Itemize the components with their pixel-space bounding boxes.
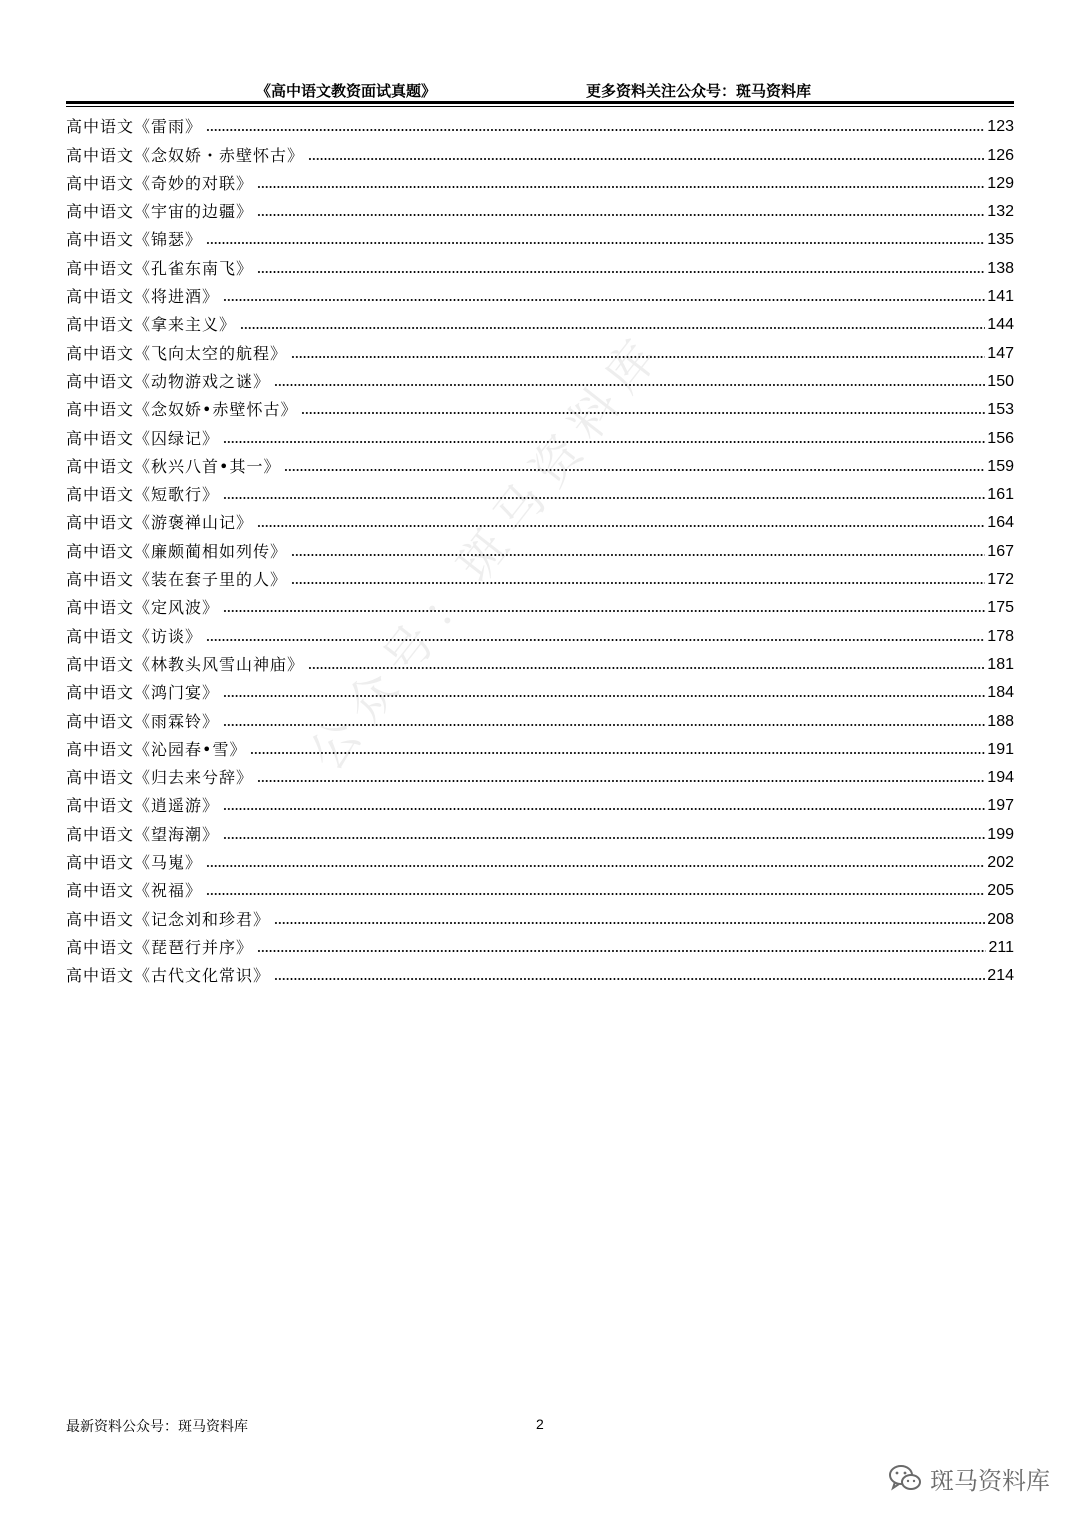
toc-entry-page: 178	[987, 627, 1014, 645]
toc-entry[interactable]	[66, 675, 1014, 703]
toc-entry[interactable]	[66, 449, 1014, 477]
toc-dot-leader	[308, 157, 985, 161]
toc-entry[interactable]	[66, 590, 1014, 618]
toc-entry-page: 164	[987, 514, 1014, 532]
toc-dot-leader	[223, 807, 985, 811]
toc-entry-page: 153	[987, 401, 1014, 419]
toc-dot-leader	[284, 468, 985, 472]
toc-entry-page: 184	[987, 684, 1014, 702]
toc-entry-page: 202	[987, 854, 1014, 872]
toc-entry[interactable]	[66, 958, 1014, 986]
toc-entry-title: 高中语文《访谈》	[66, 626, 203, 646]
toc-entry[interactable]	[66, 845, 1014, 873]
toc-entry[interactable]	[66, 533, 1014, 561]
toc-entry-page: 191	[987, 740, 1014, 758]
toc-entry[interactable]	[66, 307, 1014, 335]
toc-entry-title: 高中语文《装在套子里的人》	[66, 570, 288, 590]
toc-entry[interactable]	[66, 788, 1014, 816]
toc-dot-leader	[291, 553, 985, 557]
toc-entry[interactable]	[66, 222, 1014, 250]
toc-entry-title: 高中语文《念奴娇・赤壁怀古》	[66, 145, 305, 165]
header-rule-thick	[66, 101, 1014, 104]
header-book-title: 《高中语文教资面试真题》	[256, 82, 437, 100]
toc-entry-page: 156	[987, 429, 1014, 447]
toc-dot-leader	[274, 977, 985, 981]
toc-entry-title: 高中语文《记念刘和珍君》	[66, 909, 271, 929]
toc-entry-title: 高中语文《秋兴八首•其一》	[66, 456, 281, 476]
toc-dot-leader	[206, 638, 985, 642]
wechat-account-name: 斑马资料库	[930, 1466, 1050, 1495]
toc-dot-leader	[223, 694, 985, 698]
toc-entry[interactable]	[66, 732, 1014, 760]
toc-entry-title: 高中语文《囚绿记》	[66, 428, 220, 448]
toc-dot-leader	[206, 241, 985, 245]
toc-entry-page: 188	[987, 712, 1014, 730]
toc-entry-page: 199	[987, 825, 1014, 843]
header-rule-thin	[66, 106, 1014, 107]
toc-entry[interactable]	[66, 505, 1014, 533]
toc-entry[interactable]	[66, 335, 1014, 363]
toc-entry-title: 高中语文《古代文化常识》	[66, 966, 271, 986]
toc-entry-page: 135	[987, 231, 1014, 249]
toc-entry[interactable]	[66, 477, 1014, 505]
toc-entry[interactable]	[66, 618, 1014, 646]
toc-entry[interactable]	[66, 392, 1014, 420]
toc-entry[interactable]	[66, 250, 1014, 278]
toc-entry-title: 高中语文《游褒禅山记》	[66, 513, 254, 533]
header-promo-text: 更多资料关注公众号：斑马资料库	[586, 82, 812, 100]
toc-entry[interactable]	[66, 901, 1014, 929]
page-header	[66, 78, 1014, 100]
toc-entry-title: 高中语文《奇妙的对联》	[66, 173, 254, 193]
wechat-icon	[888, 1463, 922, 1493]
watermark-text: 公众号：斑马资料库	[298, 321, 676, 782]
toc-entry-page: 175	[987, 599, 1014, 617]
toc-entry-page: 211	[988, 938, 1014, 956]
toc-entry[interactable]	[66, 166, 1014, 194]
toc-dot-leader	[291, 355, 985, 359]
toc-dot-leader	[291, 581, 985, 585]
toc-entry-title: 高中语文《孔雀东南飞》	[66, 258, 254, 278]
toc-entry-title: 高中语文《雨霖铃》	[66, 711, 220, 731]
toc-dot-leader	[240, 326, 985, 330]
toc-entry-page: 208	[987, 910, 1014, 928]
toc-entry-title: 高中语文《祝福》	[66, 881, 203, 901]
toc-entry[interactable]	[66, 279, 1014, 307]
toc-entry-title: 高中语文《归去来兮辞》	[66, 768, 254, 788]
toc-entry-page: 147	[987, 344, 1014, 362]
toc-entry-title: 高中语文《短歌行》	[66, 485, 220, 505]
toc-entry-page: 123	[987, 118, 1014, 136]
toc-entry-title: 高中语文《念奴娇•赤壁怀古》	[66, 400, 298, 420]
toc-entry-title: 高中语文《雷雨》	[66, 117, 203, 137]
toc-entry[interactable]	[66, 420, 1014, 448]
toc-dot-leader	[206, 864, 985, 868]
toc-entry-page: 141	[987, 288, 1014, 306]
toc-entry-page: 161	[987, 486, 1014, 504]
footer-promo-text: 最新资料公众号：斑马资料库	[66, 1419, 248, 1435]
toc-dot-leader	[257, 779, 985, 783]
toc-entry-page: 126	[987, 146, 1014, 164]
toc-entry-page: 181	[987, 655, 1014, 673]
toc-dot-leader	[250, 751, 985, 755]
toc-dot-leader	[223, 496, 985, 500]
page-number: 2	[536, 1416, 544, 1432]
toc-entry[interactable]	[66, 703, 1014, 731]
toc-entry-page: 138	[987, 259, 1014, 277]
toc-entry-page: 214	[987, 967, 1014, 985]
toc-entry-title: 高中语文《将进酒》	[66, 287, 220, 307]
wechat-account-badge	[888, 1460, 1050, 1496]
toc-dot-leader	[257, 524, 985, 528]
toc-dot-leader	[274, 383, 985, 387]
toc-entry-title: 高中语文《逍遥游》	[66, 796, 220, 816]
table-of-contents	[66, 109, 1014, 986]
toc-entry[interactable]	[66, 364, 1014, 392]
toc-entry-page: 172	[987, 571, 1014, 589]
toc-dot-leader	[301, 411, 985, 415]
toc-entry-title: 高中语文《锦瑟》	[66, 230, 203, 250]
toc-entry-title: 高中语文《定风波》	[66, 598, 220, 618]
toc-entry-page: 150	[987, 372, 1014, 390]
toc-dot-leader	[223, 298, 985, 302]
toc-dot-leader	[274, 921, 985, 925]
toc-entry-title: 高中语文《沁园春•雪》	[66, 739, 247, 759]
toc-dot-leader	[223, 609, 985, 613]
toc-dot-leader	[206, 128, 985, 132]
toc-entry[interactable]	[66, 109, 1014, 137]
toc-entry[interactable]	[66, 194, 1014, 222]
toc-dot-leader	[257, 949, 986, 953]
toc-entry-title: 高中语文《飞向太空的航程》	[66, 343, 288, 363]
toc-dot-leader	[308, 666, 985, 670]
toc-entry-page: 144	[987, 316, 1014, 334]
toc-entry-title: 高中语文《拿来主义》	[66, 315, 237, 335]
toc-entry[interactable]	[66, 930, 1014, 958]
toc-dot-leader	[257, 185, 985, 189]
toc-entry-title: 高中语文《琵琶行并序》	[66, 937, 254, 957]
toc-entry-title: 高中语文《廉颇蔺相如列传》	[66, 541, 288, 561]
toc-entry-page: 132	[987, 203, 1014, 221]
toc-entry-title: 高中语文《鸿门宴》	[66, 683, 220, 703]
toc-entry-page: 159	[987, 457, 1014, 475]
toc-entry-page: 129	[987, 174, 1014, 192]
toc-entry-page: 167	[987, 542, 1014, 560]
toc-entry-page: 197	[987, 797, 1014, 815]
toc-entry[interactable]	[66, 647, 1014, 675]
toc-dot-leader	[223, 723, 985, 727]
toc-entry-page: 194	[987, 769, 1014, 787]
toc-entry-title: 高中语文《马嵬》	[66, 853, 203, 873]
toc-dot-leader	[206, 892, 985, 896]
toc-dot-leader	[223, 440, 985, 444]
toc-entry[interactable]	[66, 562, 1014, 590]
toc-entry-title: 高中语文《动物游戏之谜》	[66, 371, 271, 391]
toc-entry[interactable]	[66, 760, 1014, 788]
toc-dot-leader	[257, 270, 985, 274]
toc-entry-title: 高中语文《宇宙的边疆》	[66, 202, 254, 222]
toc-dot-leader	[257, 213, 985, 217]
toc-dot-leader	[223, 836, 985, 840]
toc-entry[interactable]	[66, 873, 1014, 901]
toc-entry-page: 205	[987, 882, 1014, 900]
toc-entry-title: 高中语文《林教头风雪山神庙》	[66, 654, 305, 674]
toc-entry-title: 高中语文《望海潮》	[66, 824, 220, 844]
toc-entry[interactable]	[66, 137, 1014, 165]
toc-entry[interactable]	[66, 816, 1014, 844]
